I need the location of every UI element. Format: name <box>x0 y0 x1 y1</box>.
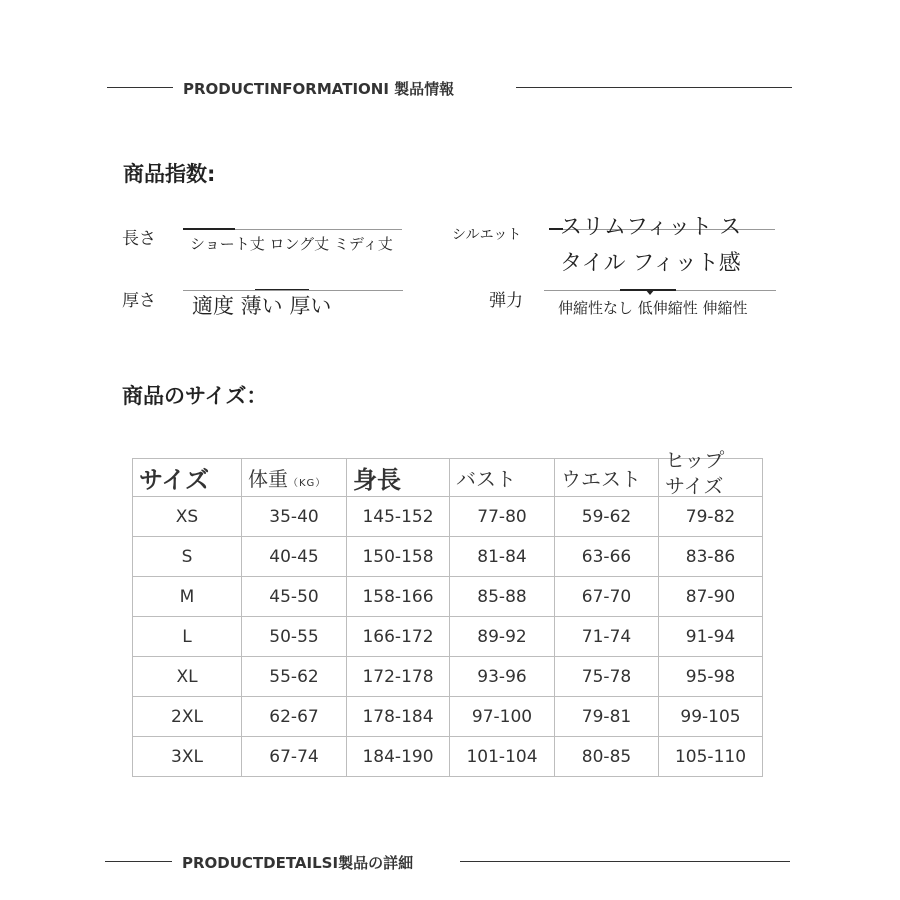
cell-hip: 105-110 <box>659 737 763 777</box>
cell-size: S <box>133 537 242 577</box>
cell-waist: 71-74 <box>555 617 659 657</box>
header-rule-right <box>516 87 792 88</box>
cell-bust: 77-80 <box>450 497 555 537</box>
header-banner <box>0 72 900 102</box>
cell-bust: 97-100 <box>450 697 555 737</box>
table-row <box>133 577 763 617</box>
header-size: サイズ <box>133 459 242 497</box>
cell-height: 172-178 <box>347 657 450 697</box>
cell-weight: 45-50 <box>242 577 347 617</box>
header-hip-line1: ヒップ <box>665 448 725 472</box>
header-banner-label: PRODUCTINFORMATIONI 製品情報 <box>183 80 455 98</box>
cell-height: 184-190 <box>347 737 450 777</box>
cell-bust: 81-84 <box>450 537 555 577</box>
silhouette-options-line1: スリムフィット ス <box>560 215 742 240</box>
cell-hip: 87-90 <box>659 577 763 617</box>
cell-weight: 50-55 <box>242 617 347 657</box>
elasticity-line-marker <box>620 289 676 291</box>
table-row <box>133 537 763 577</box>
cell-hip: 83-86 <box>659 537 763 577</box>
product-index-title: 商品指数: <box>123 162 216 186</box>
header-height: 身長 <box>347 459 450 497</box>
footer-rule-right <box>460 861 790 862</box>
header-waist: ウエスト <box>555 459 659 497</box>
cell-waist: 75-78 <box>555 657 659 697</box>
size-table-header-row <box>133 459 763 497</box>
cell-weight: 55-62 <box>242 657 347 697</box>
cell-bust: 85-88 <box>450 577 555 617</box>
cell-height: 145-152 <box>347 497 450 537</box>
cell-size: L <box>133 617 242 657</box>
table-row <box>133 617 763 657</box>
silhouette-label: シルエット <box>452 227 522 243</box>
table-row <box>133 657 763 697</box>
table-row <box>133 697 763 737</box>
cell-bust: 101-104 <box>450 737 555 777</box>
cell-height: 178-184 <box>347 697 450 737</box>
cell-waist: 63-66 <box>555 537 659 577</box>
cell-hip: 95-98 <box>659 657 763 697</box>
header-weight-label: 体重 <box>248 467 288 491</box>
cell-hip: 79-82 <box>659 497 763 537</box>
elasticity-label: 弾力 <box>489 291 523 311</box>
cell-weight: 40-45 <box>242 537 347 577</box>
cell-waist: 59-62 <box>555 497 659 537</box>
cell-weight: 62-67 <box>242 697 347 737</box>
header-bust: バスト <box>450 459 555 497</box>
cell-weight: 35-40 <box>242 497 347 537</box>
cell-bust: 93-96 <box>450 657 555 697</box>
elasticity-options: 伸縮性なし 低伸縮性 伸縮性 <box>558 299 748 317</box>
header-weight-unit: （KG） <box>288 478 327 489</box>
thickness-options: 適度 薄い 厚い <box>192 294 332 318</box>
cell-size: XS <box>133 497 242 537</box>
header-hip <box>659 448 763 498</box>
cell-waist: 67-70 <box>555 577 659 617</box>
cell-hip: 99-105 <box>659 697 763 737</box>
footer-banner-label: PRODUCTDETAILSI製品の詳細 <box>182 854 414 872</box>
cell-height: 150-158 <box>347 537 450 577</box>
length-line <box>235 229 402 230</box>
table-row <box>133 737 763 777</box>
cell-size: 2XL <box>133 697 242 737</box>
table-row <box>133 497 763 537</box>
thickness-label: 厚さ <box>122 291 156 311</box>
length-label: 長さ <box>122 229 156 249</box>
header-rule-left <box>107 87 173 88</box>
length-options: ショート丈 ロング丈 ミディ丈 <box>190 235 393 253</box>
cell-bust: 89-92 <box>450 617 555 657</box>
size-section-title: 商品のサイズ： <box>122 384 268 408</box>
footer-banner <box>0 846 900 876</box>
length-line-marker <box>183 228 235 230</box>
cell-height: 166-172 <box>347 617 450 657</box>
silhouette-options-line2: タイル フィット感 <box>560 251 741 276</box>
cell-height: 158-166 <box>347 577 450 617</box>
cell-size: XL <box>133 657 242 697</box>
cell-weight: 67-74 <box>242 737 347 777</box>
cell-waist: 79-81 <box>555 697 659 737</box>
cell-hip: 91-94 <box>659 617 763 657</box>
cell-size: M <box>133 577 242 617</box>
header-hip-line2: サイズ <box>665 474 724 498</box>
cell-size: 3XL <box>133 737 242 777</box>
cell-waist: 80-85 <box>555 737 659 777</box>
footer-rule-left <box>105 861 172 862</box>
header-weight <box>242 459 347 497</box>
size-table <box>132 448 763 777</box>
